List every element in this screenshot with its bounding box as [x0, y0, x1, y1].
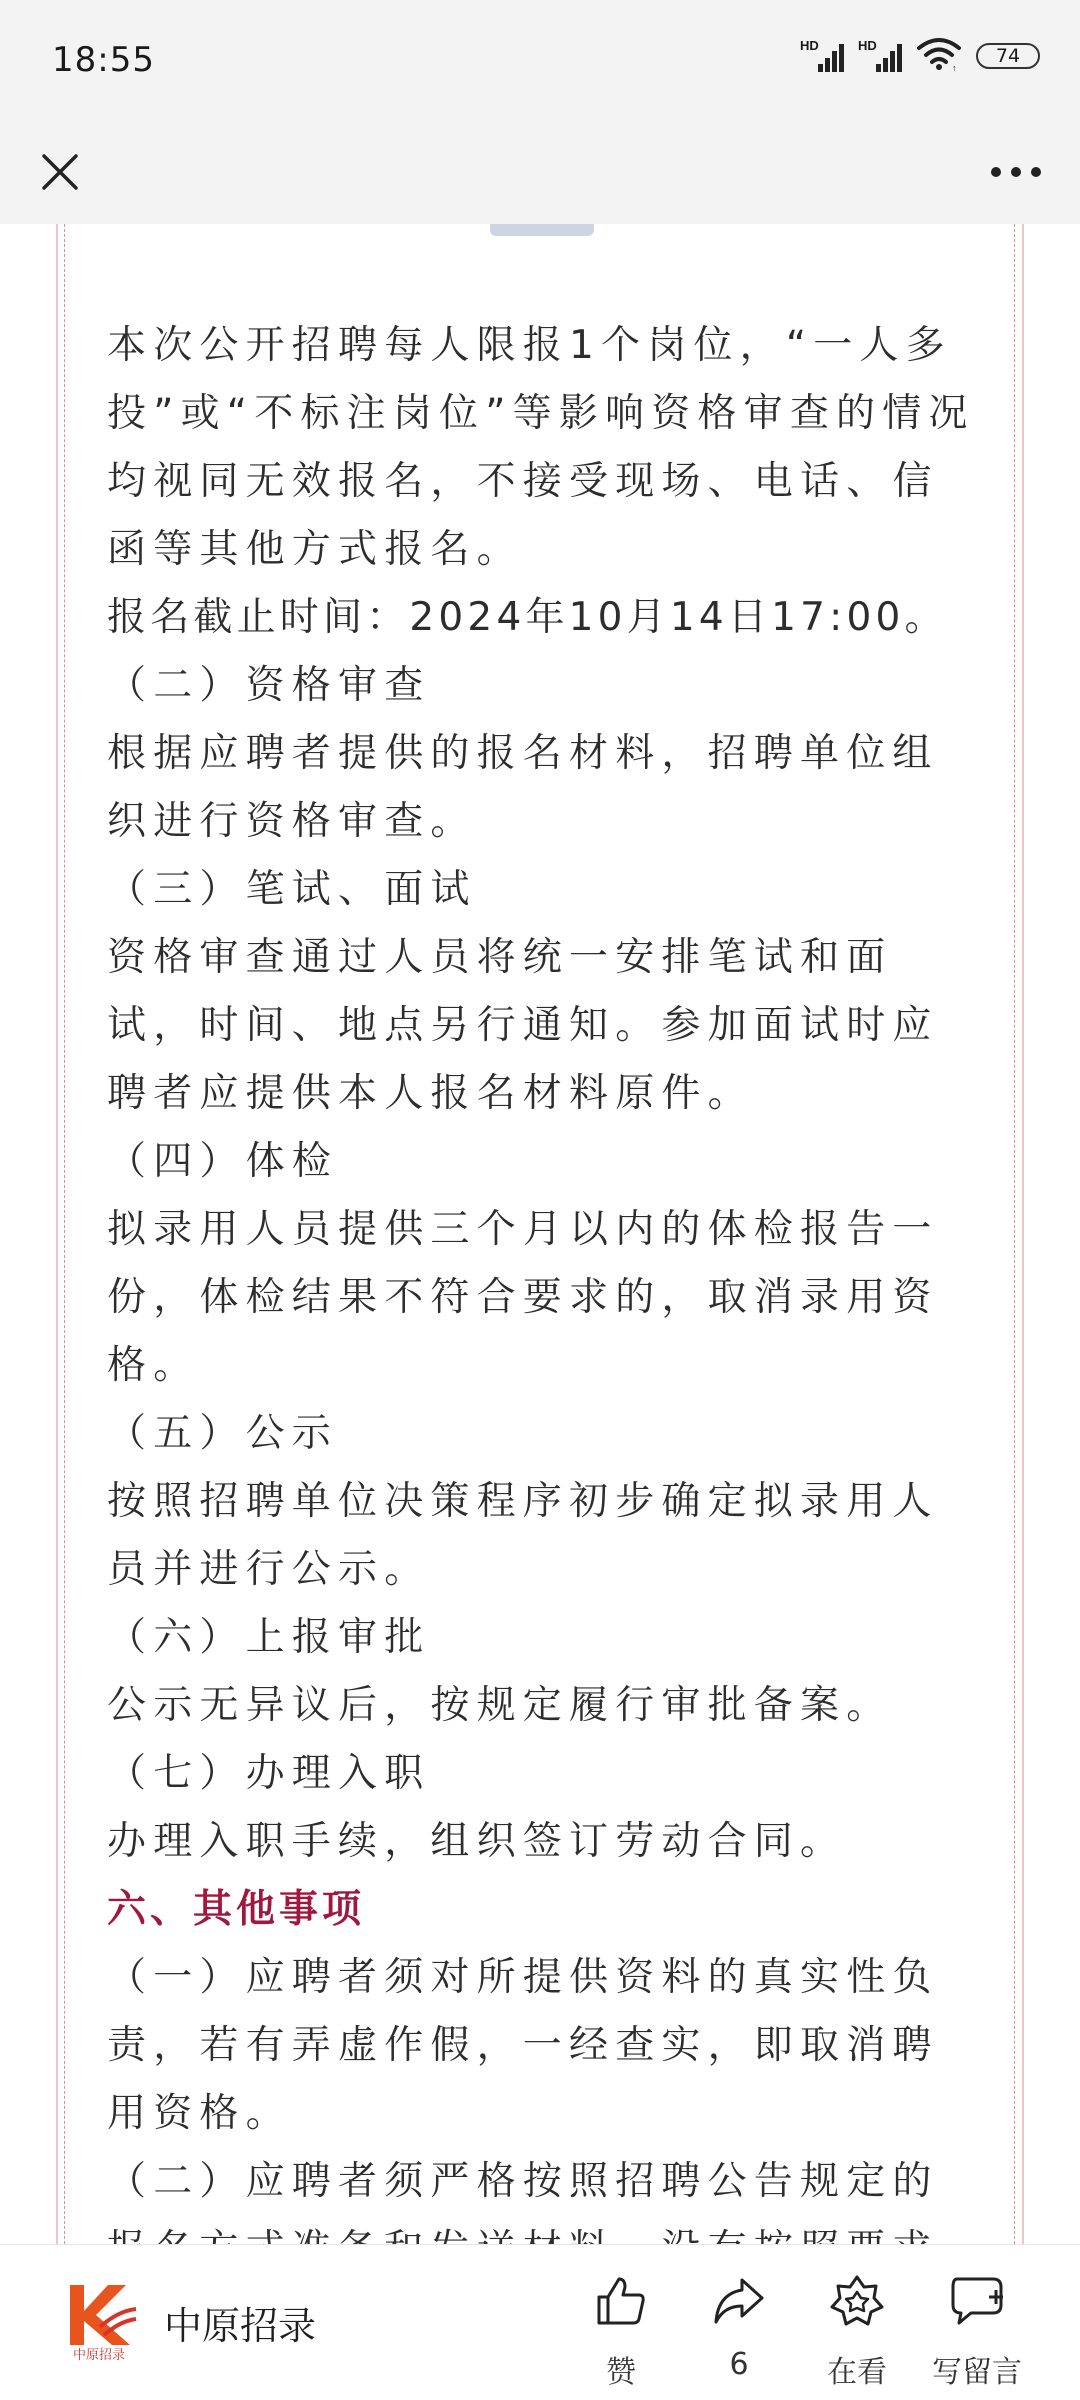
paragraph-line: 均视同无效报名，不接受现场、电话、信 — [107, 459, 939, 504]
section-title-approval: （六）上报审批 — [107, 1615, 431, 1660]
paragraph-line: 聘者应提供本人报名材料原件。 — [107, 1071, 754, 1116]
share-button[interactable] — [679, 2269, 799, 2382]
write-comment-label: 写留言 — [932, 2355, 1022, 2390]
section-title-physical-exam: （四）体检 — [107, 1139, 339, 1184]
battery-indicator: 74 — [976, 43, 1040, 69]
watching-star-icon — [830, 2274, 884, 2328]
close-icon — [40, 152, 80, 192]
paragraph-line: 按照招聘单位决策程序初步确定拟录用人 — [107, 1479, 939, 1524]
paragraph-line: 责，若有弄虚作假，一经查实，即取消聘 — [107, 2023, 939, 2068]
status-bar — [0, 0, 1080, 120]
article-body — [107, 312, 975, 2284]
status-icons — [800, 36, 1040, 76]
paragraph-line: 函等其他方式报名。 — [107, 527, 523, 572]
paragraph-line: 根据应聘者提供的报名材料，招聘单位组 — [107, 731, 939, 776]
sim2-hd-label: HD — [858, 38, 877, 53]
paragraph-line: 织进行资格审查。 — [107, 799, 477, 844]
cellular-signal-2-icon — [858, 36, 902, 76]
section-title-publicity: （五）公示 — [107, 1411, 339, 1456]
paragraph-line: 公示无异议后，按规定履行审批备案。 — [107, 1683, 893, 1728]
svg-text:中原招录: 中原招录 — [72, 2348, 126, 2363]
account-logo[interactable] — [60, 2281, 138, 2361]
top-bar — [0, 120, 1080, 224]
status-time: 18:55 — [52, 40, 155, 80]
paragraph-line: 办理入职手续，组织签订劳动合同。 — [107, 1819, 847, 1864]
paragraph-line: 用资格。 — [107, 2091, 292, 2136]
share-count: 6 — [729, 2347, 749, 2382]
svg-text:↑: ↑ — [952, 63, 957, 73]
paragraph-line: 拟录用人员提供三个月以内的体检报告一 — [107, 1207, 939, 1252]
cropped-image-fragment — [490, 224, 594, 236]
paragraph-line: 试，时间、地点另行通知。参加面试时应 — [107, 1003, 939, 1048]
article-content-area[interactable] — [0, 224, 1080, 2244]
deadline-line: 报名截止时间：2024年10月14日17:00。 — [107, 595, 948, 640]
close-button[interactable] — [28, 140, 92, 204]
like-label: 赞 — [606, 2355, 636, 2390]
left-frame-border — [56, 224, 58, 2244]
comment-add-icon — [949, 2275, 1005, 2327]
paragraph-line: 投”或“不标注岗位”等影响资格审查的情况 — [107, 391, 975, 436]
more-options-button[interactable] — [980, 140, 1052, 204]
paragraph-line: 资格审查通过人员将统一安排笔试和面 — [107, 935, 893, 980]
watching-button[interactable] — [797, 2269, 917, 2391]
paragraph-line: 格。 — [107, 1343, 200, 1388]
section-title-qualification-review: （二）资格审查 — [107, 663, 431, 708]
bottom-action-bar — [0, 2244, 1080, 2400]
section-title-exam-interview: （三）笔试、面试 — [107, 867, 477, 912]
thumbs-up-icon — [595, 2275, 647, 2327]
like-button[interactable] — [561, 2269, 681, 2391]
right-frame-dashed — [1014, 224, 1015, 2244]
wifi-icon — [916, 36, 962, 76]
sim1-hd-label: HD — [800, 38, 819, 53]
left-frame-dashed — [64, 224, 65, 2244]
paragraph-line: 本次公开招聘每人限报1个岗位，“一人多 — [107, 323, 952, 368]
more-dots-icon — [990, 166, 1042, 178]
account-logo-icon — [60, 2281, 138, 2361]
account-name[interactable]: 中原招录 — [164, 2304, 317, 2348]
right-frame-border — [1022, 224, 1024, 2244]
paragraph-line: 份，体检结果不符合要求的，取消录用资 — [107, 1275, 939, 1320]
paragraph-line: （一）应聘者须对所提供资料的真实性负 — [107, 1955, 939, 2000]
paragraph-line: （二）应聘者须严格按照招聘公告规定的 — [107, 2159, 939, 2204]
paragraph-line: 员并进行公示。 — [107, 1547, 431, 1592]
cellular-signal-1-icon — [800, 36, 844, 76]
share-arrow-icon — [712, 2276, 766, 2326]
watching-label: 在看 — [827, 2355, 887, 2390]
write-comment-button[interactable] — [917, 2269, 1037, 2391]
section-title-onboarding: （七）办理入职 — [107, 1751, 431, 1796]
section-heading-other-matters: 六、其他事项 — [107, 1887, 366, 1932]
